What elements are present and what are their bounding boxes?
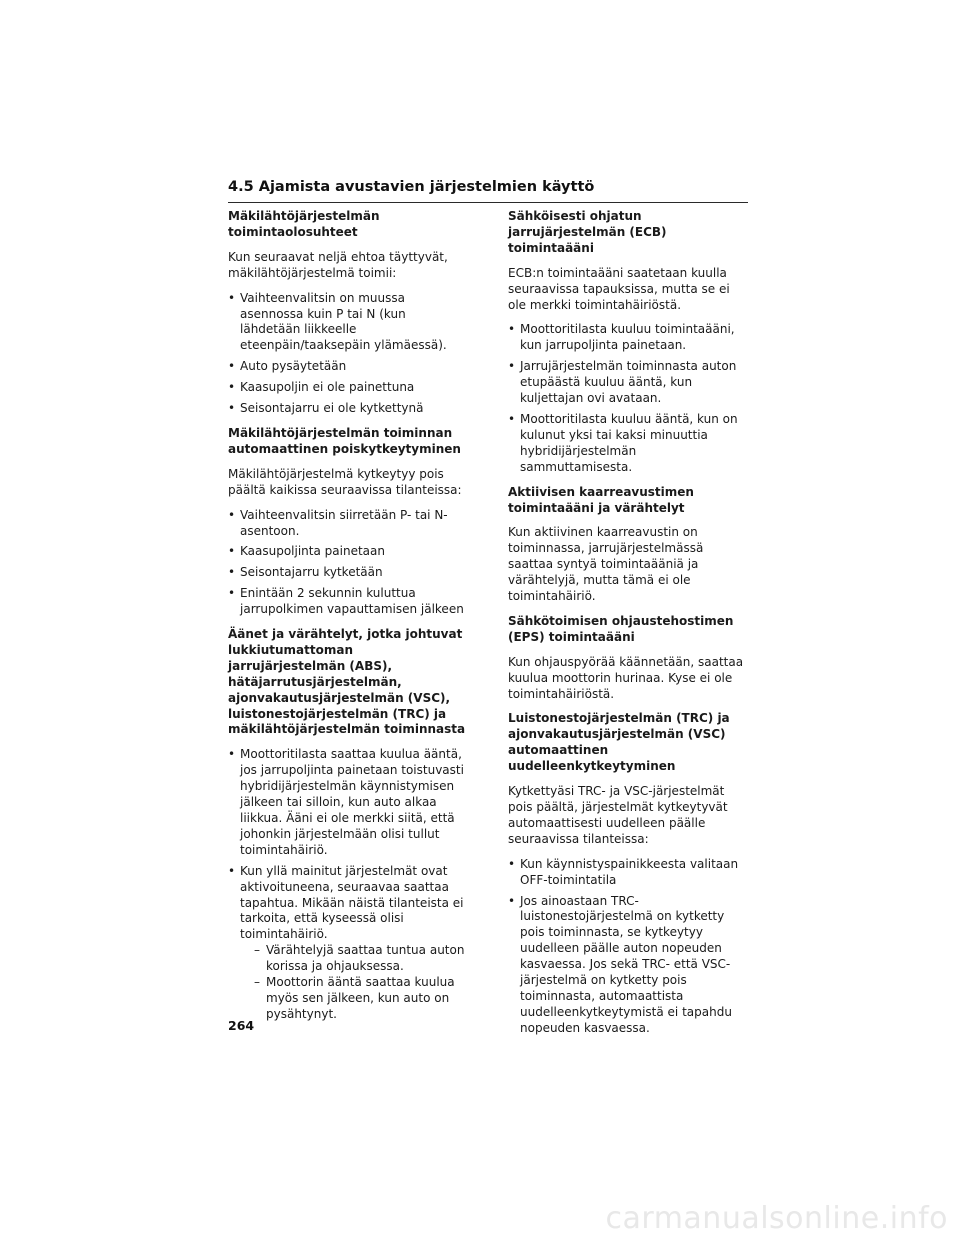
paragraph: Kun aktiivinen kaarreavustin on toiminnassa, jarrujärjestelmässä saattaa syntyä toimintaääniä ja värähtelyjä, mutta tämä ei ole toimintahäiriö. xyxy=(508,525,704,604)
paragraph: Mäkilähtöjärjestelmä kytkeytyy pois päältä kaikissa seuraavissa tilanteissa: xyxy=(228,466,462,497)
section-heading: Sähköisesti ohjatun jarrujärjestelmän (ECB) toimintaääni xyxy=(508,209,667,255)
section-heading: Sähkötoimisen ohjaustehostimen (EPS) toimintaääni xyxy=(508,613,734,644)
list-item: • Vaihteenvalitsin on muussa asennossa kuin P tai N (kun lähdetään liikkeelle eteenpäin/taaksepäin ylämäessä). xyxy=(228,291,468,355)
list-item: • Moottoritilasta kuuluu toimintaääni, kun jarrupoljinta painetaan. xyxy=(508,322,748,354)
paragraph: Kun ohjauspyörää käännetään, saattaa kuulua moottorin hurinaa. Kyse ei ole toimintahäiriöstä. xyxy=(508,654,744,701)
dash-list xyxy=(240,943,468,1023)
list-item-text: Kun yllä mainitut järjestelmät ovat aktivoituneena, seuraavaa saattaa tapahtua. Mikään näistä tilanteista ei tarkoita, että kyseessä olisi toimintahäiriö. xyxy=(240,863,464,942)
dash-item: – Värähtelyjä saattaa tuntua auton korissa ja ohjauksessa. xyxy=(240,943,468,975)
bullet-list xyxy=(508,857,748,1037)
list-item: • Seisontajarru kytketään xyxy=(228,565,468,581)
page-number: 264 xyxy=(228,1018,255,1033)
list-item: • Kaasupoljinta painetaan xyxy=(228,544,468,560)
section-heading: Mäkilähtöjärjestelmän toiminnan automaattinen poiskytkeytyminen xyxy=(228,425,461,456)
right-column xyxy=(508,209,748,1046)
list-item: • Kun käynnistyspainikkeesta valitaan OFF-toimintatila xyxy=(508,857,748,889)
bullet-list xyxy=(508,322,748,475)
list-item: • Vaihteenvalitsin siirretään P- tai N-asentoon. xyxy=(228,508,468,540)
dash-item: – Moottorin ääntä saattaa kuulua myös sen jälkeen, kun auto on pysähtynyt. xyxy=(240,975,468,1023)
list-item: • Auto pysäytetään xyxy=(228,359,468,375)
left-column xyxy=(228,209,468,1032)
list-item: • Moottoritilasta kuuluu ääntä, kun on kulunut yksi tai kaksi minuuttia hybridijärjestelmän sammuttamisesta. xyxy=(508,412,748,476)
bullet-list xyxy=(228,747,468,1022)
list-item: • Jarrujärjestelmän toiminnasta auton etupäästä kuuluu ääntä, kun kuljettajan ovi avataan. xyxy=(508,359,748,407)
list-item: • Enintään 2 sekunnin kuluttua jarrupolkimen vapauttamisen jälkeen xyxy=(228,586,468,618)
list-item: • Kaasupoljin ei ole painettuna xyxy=(228,380,468,396)
bullet-list xyxy=(228,291,468,417)
section-heading: Mäkilähtöjärjestelmän toimintaolosuhteet xyxy=(228,209,380,239)
bullet-list xyxy=(228,508,468,618)
paragraph: ECB:n toimintaääni saatetaan kuulla seuraavissa tapauksissa, mutta se ei ole merkki toimintahäiriöstä. xyxy=(508,265,730,312)
list-item xyxy=(228,864,468,1023)
paragraph: Kun seuraavat neljä ehtoa täyttyvät, mäkilähtöjärjestelmä toimii: xyxy=(228,249,448,280)
watermark-text: carmanualsonline.info xyxy=(605,1201,948,1236)
section-header: 4.5 Ajamista avustavien järjestelmien käyttö xyxy=(228,179,748,203)
list-item: • Seisontajarru ei ole kytkettynä xyxy=(228,401,468,417)
paragraph: Kytkettyäsi TRC- ja VSC-järjestelmät pois päältä, järjestelmät kytkeytyvät automaattisesti uudelleen päälle seuraavissa tilanteissa: xyxy=(508,784,728,846)
section-heading: Luistonestojärjestelmän (TRC) ja ajonvakautusjärjestelmän (VSC) automaattinen uudelleenkytkeytyminen xyxy=(508,711,730,774)
section-heading: Aktiivisen kaarreavustimen toimintaääni ja värähtelyt xyxy=(508,484,694,515)
list-item: • Jos ainoastaan TRC-luistonestojärjestelmä on kytketty pois toiminnasta, se kytkeytyy uudelleen päälle auton nopeuden kasvaessa. Jos sekä TRC- että VSC-järjestelmä on kytketty pois toiminnasta, automaattista uudelleenkytkeytymistä ei tapahdu nopeuden kasvaessa. xyxy=(508,894,748,1037)
list-item: • Moottoritilasta saattaa kuulua ääntä, jos jarrupoljinta painetaan toistuvasti hybridijärjestelmän käynnistymisen jälkeen tai silloin, kun auto alkaa liikkua. Ääni ei ole merkki siitä, että johonkin järjestelmään olisi tullut toimintahäiriö. xyxy=(228,747,468,858)
section-heading: Äänet ja värähtelyt, jotka johtuvat lukkiutumattoman jarrujärjestelmän (ABS), hätäjarrutusjärjestelmän, ajonvakautusjärjestelmän (VSC), luistonestojärjestelmän (TRC) ja mäkilähtöjärjestelmän toiminnasta xyxy=(228,627,466,737)
